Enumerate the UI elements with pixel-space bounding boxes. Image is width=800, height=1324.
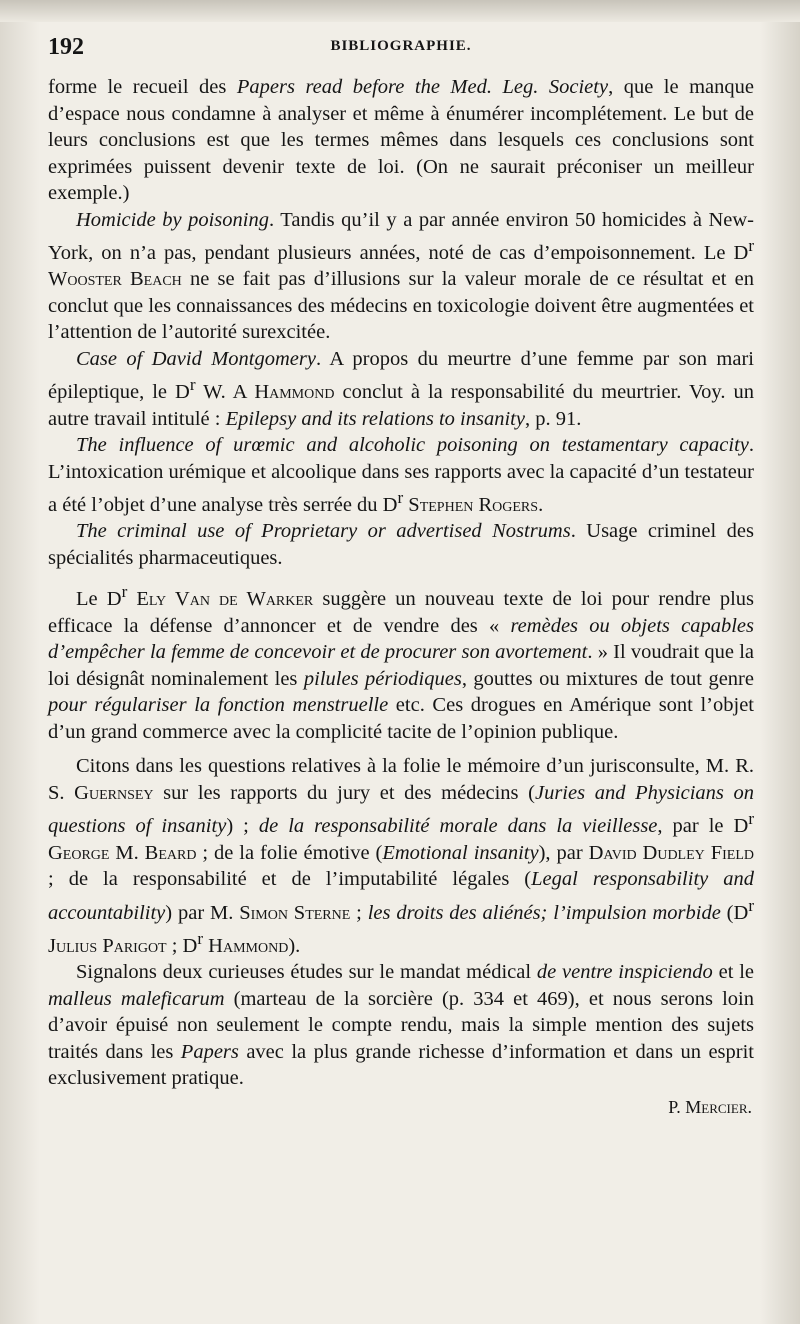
italic-term: pour régulariser la fonction menstruelle bbox=[48, 694, 389, 717]
italic-title: Papers read before the Med. Leg. Society bbox=[236, 76, 609, 98]
paragraph-papers-intro bbox=[48, 74, 754, 207]
italic-title: Emotional insanity bbox=[382, 841, 539, 864]
italic-term: de ventre inspiciendo bbox=[536, 961, 713, 984]
superscript: r bbox=[748, 809, 755, 829]
text-run: . A propos du meurtre d’une femme par son mari épileptique, le D bbox=[48, 347, 754, 404]
italic-title: Juries and Physicians on questions of insanity bbox=[48, 781, 755, 838]
superscript: r bbox=[189, 375, 196, 395]
italic-title: les droits des aliénés; l’impulsion morbide bbox=[367, 901, 721, 924]
author-name: Hammond bbox=[254, 381, 335, 404]
italic-quote: remèdes ou objets capables d’empêcher la femme de concevoir et de procurer son avortement bbox=[48, 614, 754, 664]
text-run: W. A bbox=[195, 381, 255, 404]
italic-term: malleus maleficarum bbox=[48, 987, 225, 1010]
text-run: , p. 91. bbox=[524, 407, 582, 430]
text-run: ; D bbox=[166, 934, 198, 957]
superscript: r bbox=[748, 895, 755, 915]
text-run: ), par bbox=[538, 841, 589, 864]
paragraph-case-montgomery bbox=[48, 346, 754, 432]
text-run: (D bbox=[720, 901, 749, 924]
text-run: Citons dans les questions relatives à la folie le mémoire d’un jurisconsulte, M. R. S. bbox=[48, 755, 754, 804]
text-run: , par le D bbox=[657, 815, 749, 838]
italic-title: Papers bbox=[180, 1040, 239, 1063]
previous-page-bleed bbox=[0, 0, 800, 22]
superscript: r bbox=[397, 488, 404, 508]
superscript: r bbox=[197, 928, 204, 948]
text-run: . Usage criminel des spécialités pharmaceutiques. bbox=[48, 520, 754, 569]
text-run: . bbox=[538, 493, 544, 516]
superscript: r bbox=[748, 236, 754, 255]
text-run: (marteau de la sorcière (p. 334 et 469), et nous serons loin d’avoir épuisé non seulement le compte rendu, mais la simple mention des sujets traités dans les bbox=[48, 987, 754, 1063]
text-run: ). bbox=[288, 934, 301, 957]
page-number: 192 bbox=[48, 34, 84, 60]
text-run: Signalons deux curieuses études sur le mandat médical bbox=[76, 961, 537, 984]
running-title: BIBLIOGRAPHIE. bbox=[330, 38, 472, 54]
text-run: avec la plus grande richesse d’information et dans un esprit exclusivement pratique. bbox=[48, 1040, 754, 1090]
italic-title: Epilepsy and its relations to insanity bbox=[225, 407, 525, 430]
text-run: , que le manque d’espace nous condamne à analyser et même à énumérer incomplétement. Le but de leurs conclusions est que les termes mêmes dans lesquels ces conclusions sont exprimées puissent devenir texte de loi. (On ne saurait préconiser un meilleur exemple.) bbox=[48, 76, 754, 204]
text-run: ) par M. bbox=[165, 901, 240, 924]
italic-term: pilules périodiques bbox=[303, 667, 462, 690]
paragraph-mandat-medical bbox=[48, 959, 754, 1092]
body-text bbox=[48, 74, 754, 1120]
italic-title: Legal responsability and accountability bbox=[48, 868, 754, 924]
text-run: . Tandis qu’il y a par année environ 50 homicides à New-York, on n’a pas, pendant plusieurs années, noté de cas d’empoisonnement. Le D bbox=[48, 208, 754, 264]
author-name: Stephen Rogers bbox=[403, 493, 539, 516]
text-run: ) ; bbox=[226, 815, 259, 838]
text-run: , gouttes ou mixtures de tout genre bbox=[461, 667, 754, 690]
text-run: . L’intoxication urémique et alcoolique dans ses rapports avec la capacité d’un testateur a été l’objet d’une analyse très serrée du D bbox=[48, 434, 754, 516]
author-name: Simon Sterne bbox=[239, 901, 351, 924]
text-run: ne se fait pas d’illusions sur la valeur morale de ce résultat et en conclut que les connaissances des médecins en toxicologie doivent être augmentées et l’attention de l’autorité surexcitée. bbox=[48, 268, 754, 344]
italic-title: Homicide by poisoning bbox=[76, 208, 269, 231]
text-run: forme le recueil des bbox=[48, 76, 237, 98]
italic-title: The influence of urœmic and alcoholic poisoning on testamentary capacity bbox=[76, 434, 749, 457]
author-name: Wooster Beach bbox=[48, 268, 182, 291]
text-run: ; bbox=[350, 901, 368, 924]
paragraph-van-de-warker bbox=[48, 579, 754, 745]
text-run: ; de la folie émotive ( bbox=[196, 841, 383, 864]
author-name: Julius Parigot bbox=[48, 934, 167, 957]
text-run: conclut à la responsabilité du meurtrier. Voy. un autre travail intitulé : bbox=[48, 381, 754, 430]
italic-title: The criminal use of Proprietary or advertised Nostrums bbox=[76, 520, 571, 543]
text-run: sur les rapports du jury et des médecins ( bbox=[153, 781, 535, 804]
author-name: Hammond bbox=[203, 934, 289, 957]
text-run: etc. Ces drogues en Amérique sont l’objet d’un grand commerce avec la complicité tacite de l’opinion publique. bbox=[48, 694, 754, 743]
author-signature: P. Mercier. bbox=[668, 1096, 752, 1117]
italic-title: de la responsabilité morale dans la vieillesse bbox=[258, 815, 658, 838]
text-run: et le bbox=[712, 961, 755, 984]
running-head bbox=[48, 34, 754, 74]
author-name: Guernsey bbox=[74, 781, 154, 804]
paragraph-nostrums bbox=[48, 518, 754, 571]
author-name: David Dudley Field bbox=[588, 841, 754, 864]
paragraph-homicide-poisoning bbox=[48, 207, 754, 346]
paragraph-insanity-questions bbox=[48, 753, 754, 959]
author-name: George M. Beard bbox=[48, 841, 197, 864]
superscript: r bbox=[121, 582, 128, 602]
paragraph-uraemic-poisoning bbox=[48, 432, 754, 518]
text-run: Le D bbox=[76, 588, 122, 611]
text-run: ; de la responsabilité et de l’imputabilité légales ( bbox=[48, 868, 532, 891]
text-run: . » Il voudrait que la loi désignât nominalement les bbox=[48, 641, 755, 690]
author-name: Ely Van de Warker bbox=[127, 588, 314, 611]
text-run: suggère un nouveau texte de loi pour rendre plus efficace la défense d’annoncer et de vendre des « bbox=[48, 588, 754, 637]
italic-title: Case of David Montgomery bbox=[76, 347, 316, 370]
